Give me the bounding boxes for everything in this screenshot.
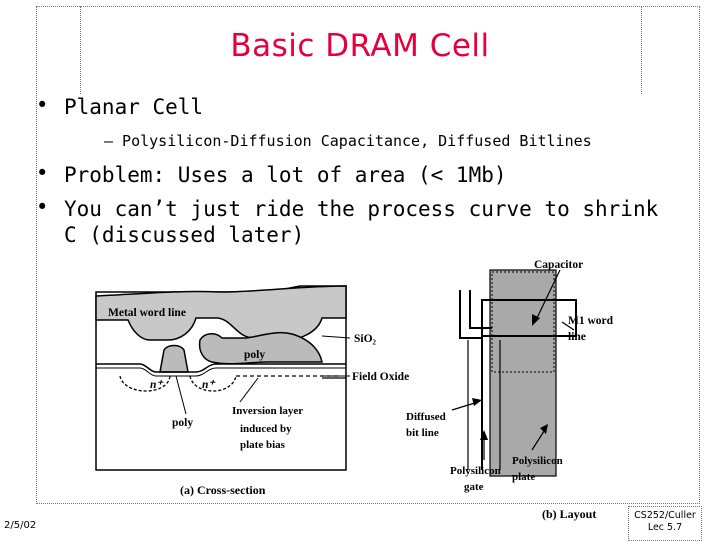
label-poly-gate-2: gate <box>464 481 484 493</box>
bullet-glyph: • <box>36 93 49 117</box>
course-line-1: CS252/Culler <box>634 510 696 521</box>
caption-cross-section: (a) Cross-section <box>180 483 266 497</box>
caption-layout: (b) Layout <box>542 507 597 521</box>
oxide-line-2 <box>96 368 346 376</box>
leader-inversion <box>240 378 258 402</box>
layout-diagram <box>452 270 576 476</box>
label-sio2: SiO₂ <box>354 333 376 345</box>
label-diffused-1: Diffused <box>406 411 446 423</box>
label-capacitor: Capacitor <box>534 259 584 271</box>
n-plus-region-1 <box>120 376 170 391</box>
label-inversion-3: plate bias <box>240 439 285 451</box>
label-inversion-1: Inversion layer <box>232 405 304 417</box>
label-poly-plate-2: plate <box>512 471 536 483</box>
bullet-glyph: • <box>36 195 49 219</box>
sub-bullet-capacitance: – Polysilicon-Diffusion Capacitance, Diffused Bitlines <box>104 132 592 150</box>
leader-poly-bottom <box>176 376 186 414</box>
course-box <box>628 506 702 541</box>
label-poly-gate-1: Polysilicon <box>450 465 501 477</box>
course-line-2: Lec 5.7 <box>647 522 683 533</box>
label-diffused-2: bit line <box>406 427 439 439</box>
label-poly-bottom: poly <box>172 417 194 429</box>
bullet-text: Planar Cell <box>64 95 204 119</box>
bullet-text: You can’t just ride the process curve to shrink C (discussed later) <box>64 197 659 247</box>
label-n-plus-2: n⁺ <box>202 379 215 391</box>
arrow-head-diffused <box>472 398 482 406</box>
label-poly-plate-1: Polysilicon <box>512 455 563 467</box>
label-poly-top: poly <box>244 349 266 361</box>
label-metal-word-line: Metal word line <box>108 307 186 319</box>
label-n-plus-1: n⁺ <box>150 379 163 391</box>
label-inversion-2: induced by <box>240 423 292 435</box>
slide-title: Basic DRAM Cell <box>230 28 490 64</box>
bullet-glyph: • <box>36 161 49 185</box>
label-field-oxide: Field Oxide <box>352 371 410 383</box>
poly-gate-shape <box>160 346 188 373</box>
footer-date: 2/5/02 <box>4 520 37 531</box>
label-m1-word-2: line <box>568 331 586 343</box>
label-m1-word-1: M1 word <box>568 315 614 327</box>
bullet-text: Problem: Uses a lot of area (< 1Mb) <box>64 163 507 187</box>
